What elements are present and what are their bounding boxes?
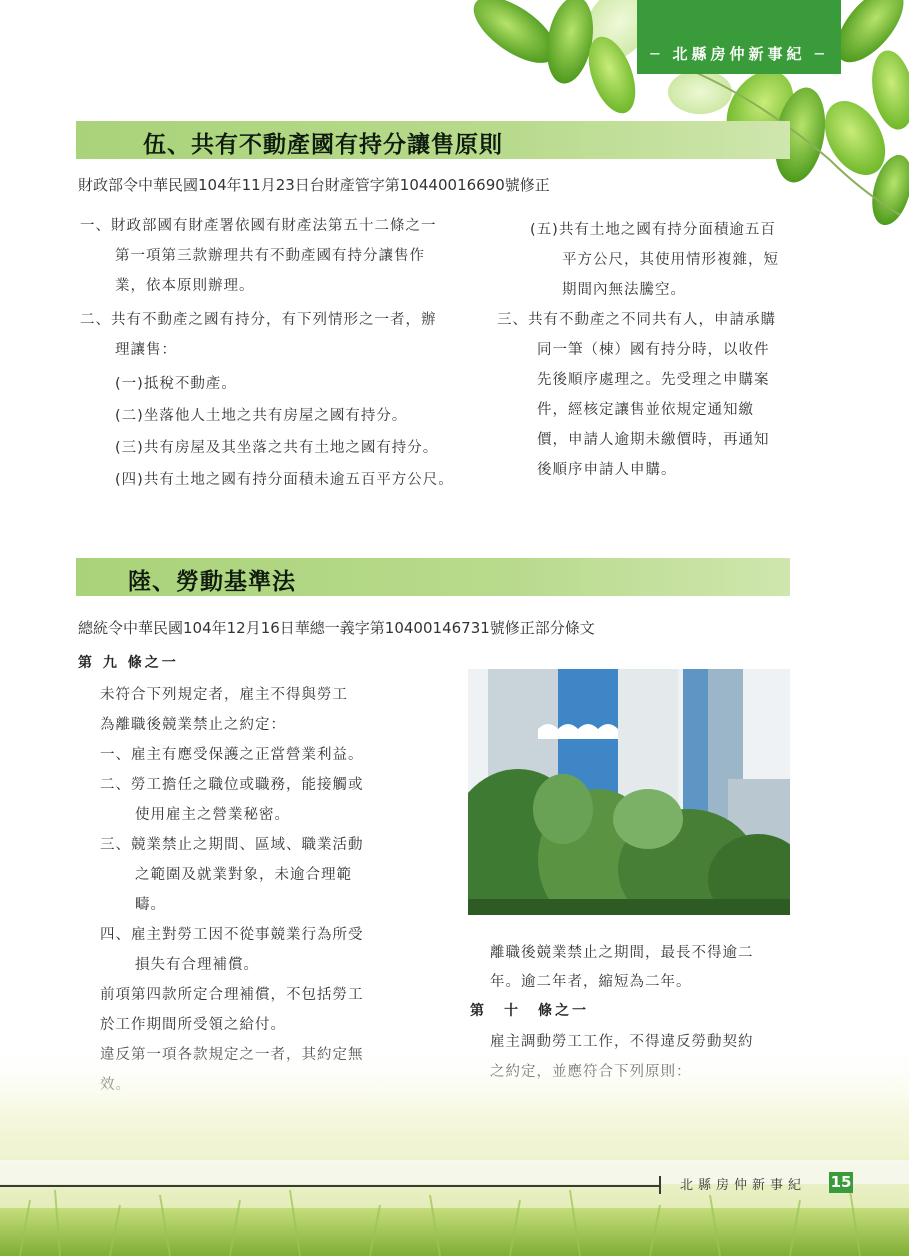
article-10-1-heading: 第 十 條之一 [470, 1003, 589, 1019]
s2-left-line: 一、雇主有應受保護之正當營業利益。 [100, 747, 364, 763]
s1-right-line: (五)共有土地之國有持分面積逾五百 [530, 222, 776, 238]
footer-title: 北縣房仲新事紀 [680, 1178, 807, 1193]
section2-decree: 總統令中華民國104年12月16日華總一義字第10400146731號修正部分條文 [78, 619, 595, 637]
s2-left-line: 為離職後競業禁止之約定： [100, 717, 286, 733]
header-banner-text: ─ 北縣房仲新事紀 ─ [650, 45, 828, 63]
s2-left-line: 使用雇主之營業秘密。 [135, 807, 290, 823]
s1-left-line: 理讓售： [115, 342, 177, 358]
s1-left-line: (三)共有房屋及其坐落之共有土地之國有持分。 [115, 440, 439, 456]
s1-right-line: 期間內無法騰空。 [562, 282, 686, 298]
s2-left-line: 於工作期間所受領之給付。 [100, 1017, 286, 1033]
s1-right-line: 同一筆（棟）國有持分時，以收件 [537, 342, 770, 358]
page-number: 15 [830, 1173, 852, 1191]
s1-left-line: 第一項第三款辦理共有不動產國有持分讓售作 [115, 248, 425, 264]
s1-left-line: (二)坐落他人土地之共有房屋之國有持分。 [115, 408, 408, 424]
s2-left-line: 前項第四款所定合理補償，不包括勞工 [100, 987, 364, 1003]
footer-rule [0, 1185, 660, 1187]
s1-left-line: 業，依本原則辦理。 [115, 278, 255, 294]
s1-right-line: 件，經核定讓售並依規定通知繳 [537, 402, 754, 418]
s2-right-line: 離職後競業禁止之期間，最長不得逾二 [490, 945, 754, 961]
section2-title: 陸、勞動基準法 [128, 569, 296, 595]
building-photo [468, 669, 790, 915]
s2-left-line: 之範圍及就業對象，未逾合理範 [135, 867, 352, 883]
s1-right-line: 平方公尺，其使用情形複雜，短 [562, 252, 779, 268]
s2-left-line: 疇。 [135, 897, 166, 913]
footer-rule-tick [659, 1176, 661, 1194]
grass-decoration [0, 1040, 909, 1256]
s1-left-line: (一)抵稅不動產。 [115, 376, 237, 392]
section1-decree: 財政部令中華民國104年11月23日台財產管字第10440016690號修正 [78, 176, 550, 194]
s2-left-line: 未符合下列規定者，雇主不得與勞工 [100, 687, 348, 703]
section1-title: 伍、共有不動產國有持分讓售原則 [143, 132, 503, 158]
s1-left-line: (四)共有土地之國有持分面積未逾五百平方公尺。 [115, 472, 454, 488]
s2-left-line: 二、勞工擔任之職位或職務，能接觸或 [100, 777, 364, 793]
s2-left-line: 四、雇主對勞工因不從事競業行為所受 [100, 927, 364, 943]
article-9-1-heading: 第 九 條之一 [78, 655, 179, 671]
s1-right-line: 價，申請人逾期未繳價時，再通知 [537, 432, 770, 448]
s1-right-line: 先後順序處理之。先受理之申購案 [537, 372, 770, 388]
header-banner [637, 0, 841, 74]
s1-right-line: 後順序申請人申購。 [537, 462, 677, 478]
s1-left-line: 二、共有不動產之國有持分，有下列情形之一者，辦 [80, 312, 437, 328]
s2-left-line: 損失有合理補償。 [135, 957, 259, 973]
s1-left-line: 一、財政部國有財產署依國有財產法第五十二條之一 [80, 218, 437, 234]
s2-left-line: 三、競業禁止之期間、區域、職業活動 [100, 837, 364, 853]
s2-right-line: 年。逾二年者，縮短為二年。 [490, 974, 692, 990]
s1-right-line: 三、共有不動產之不同共有人，申請承購 [497, 312, 776, 328]
